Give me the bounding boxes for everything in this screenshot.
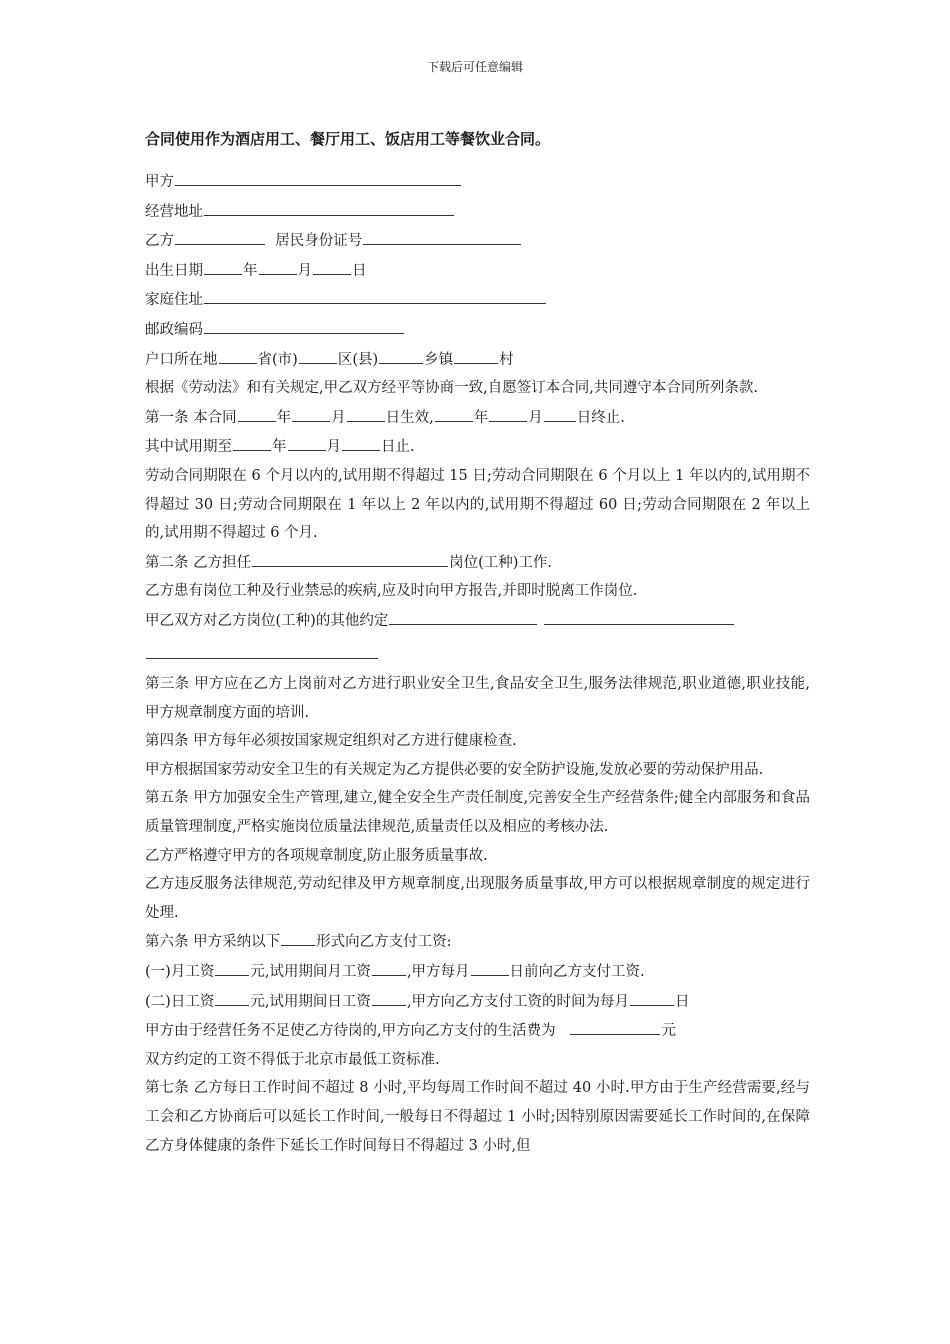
trial-month-label: 月 [326,439,341,456]
trial-end: 日止. [381,439,415,456]
living-fee-line [145,1016,810,1046]
dob-year-label: 年 [243,262,258,279]
party-a-label: 甲方 [145,174,174,190]
end-day-blank[interactable] [544,403,576,422]
daily-pay-day-blank[interactable] [630,987,674,1006]
district-blank[interactable] [299,345,337,364]
living-fee-unit: 元 [661,1023,676,1040]
end-month-blank[interactable] [489,403,527,422]
dob-year-blank[interactable] [204,256,242,275]
trial-month-blank[interactable] [288,432,326,451]
article-2-disease: 乙方患有岗位工种及行业禁忌的疾病,应及时向甲方报告,并即时脱离工作岗位. [145,583,638,600]
preamble-paragraph: 根据《劳动法》和有关规定,甲乙双方经平等协商一致,自愿签订本合同,共同遵守本合同所列条款. [145,380,758,397]
trial-year-blank[interactable] [233,432,271,451]
daily-wage-blank[interactable] [215,987,249,1006]
article-2-line [145,548,810,578]
daily-wage-d: 日 [675,993,690,1010]
article-1-end: 日终止. [576,409,625,426]
business-address-label: 经营地址 [145,203,203,220]
document-title: 合同使用作为酒店用工、餐厅用工、饭店用工等餐饮业合同。 [145,130,551,148]
monthly-wage-c: ,甲方每月 [406,964,470,981]
daily-wage-b: 元,试用期间日工资 [250,993,371,1010]
business-address-line [145,197,810,227]
article-7-paragraph: 第七条 乙方每日工作时间不超过 8 小时,平均每周工作时间不超过 40 小时.甲方由于生产经营需要,经与工会和乙方协商后可以延长工作时间,一般每日不得超过 1 小时;因特别原因需要延长工作时间的,在保障乙方身体健康的条件下延长工作时间每日不得超过 3 小时,但 [145,1080,810,1154]
monthly-wage-b: 元,试用期间月工资 [250,964,371,981]
contract-body [145,167,810,1160]
hukou-line [145,345,810,375]
start-year-blank[interactable] [238,403,276,422]
dob-month-blank[interactable] [259,256,297,275]
living-fee-label: 甲方由于经营任务不足使乙方待岗的,甲方向乙方支付的生活费为 [145,1023,556,1040]
village-blank[interactable] [454,345,498,364]
start-month-label: 月 [331,409,346,426]
home-address-blank[interactable] [204,285,546,304]
article-2-prefix: 第二条 乙方担任 [145,554,252,571]
article-4-paragraph: 第四条 甲方每年必须按国家规定组织对乙方进行健康检查. [145,733,517,750]
article-1-effective: 日生效, [385,409,434,426]
monthly-wage-d: 日前向乙方支付工资. [509,964,645,981]
home-address-line [145,285,810,315]
home-address-label: 家庭住址 [145,292,203,309]
monthly-wage-a: (一)月工资 [145,964,215,981]
daily-wage-line [145,987,810,1017]
other-agreement-blank-2[interactable] [544,606,734,625]
province-label: 省(市) [257,351,298,368]
article-6-prefix: 第六条 甲方采纳以下 [145,934,281,951]
page-header: 下载后可任意编辑 [426,60,523,74]
article-5-paragraph: 第五条 甲方加强安全生产管理,建立,健全安全生产责任制度,完善安全生产经营条件;健全内部服务和食品质量管理制度,严格实施岗位质量法律规范,质量责任以及相应的考核办法. [145,790,810,836]
dob-line [145,256,810,286]
start-year-label: 年 [276,409,292,426]
article-2-suffix: 岗位(工种)工作. [449,554,553,571]
business-address-blank[interactable] [204,197,454,216]
hukou-label: 户口所在地 [145,351,218,368]
party-a-blank[interactable] [175,167,461,186]
dob-day-blank[interactable] [313,256,351,275]
end-month-label: 月 [528,409,543,426]
trial-year-label: 年 [272,439,287,456]
end-year-label: 年 [473,409,489,426]
trial-monthly-wage-blank[interactable] [372,957,406,976]
start-month-blank[interactable] [292,403,330,422]
party-b-blank[interactable] [175,226,265,245]
other-agreement-blank-1[interactable] [389,606,537,625]
town-label: 乡镇 [424,351,454,368]
article-6-line [145,927,810,957]
trial-rules-paragraph: 劳动合同期限在 6 个月以内的,试用期不得超过 15 日;劳动合同期限在 6 个月以上 1 年以内的,试用期不得超过 30 日;劳动合同期限在 1 年以上 2 年以内的,试用期不得超过 60 日;劳动合同期限在 2 年以上的,试用期不得超过 6 个月. [145,467,810,542]
postal-code-line [145,315,810,345]
monthly-wage-line [145,957,810,987]
other-agreement-continuation [145,636,810,665]
trial-day-blank[interactable] [342,432,380,451]
start-day-blank[interactable] [347,403,385,422]
party-b-label: 乙方 [145,233,174,250]
article-4-protection: 甲方根据国家劳动安全卫生的有关规定为乙方提供必要的安全防护设施,发放必要的劳动保护用品. [145,761,764,778]
postal-code-label: 邮政编码 [145,321,203,338]
article-3-paragraph: 第三条 甲方应在乙方上岗前对乙方进行职业安全卫生,食品安全卫生,服务法律规范,职业道德,职业技能,甲方规章制度方面的培训. [145,676,810,721]
daily-wage-c: ,甲方向乙方支付工资的时间为每月 [406,993,630,1010]
article-5-violation: 乙方违反服务法律规范,劳动纪律及甲方规章制度,出现服务质量事故,甲方可以根据规章制度的规定进行处理. [145,876,810,921]
position-blank[interactable] [252,548,448,567]
article-2-other-label: 甲乙双方对乙方岗位(工种)的其他约定 [145,612,389,629]
dob-month-label: 月 [297,262,312,279]
id-number-blank[interactable] [363,226,521,245]
living-fee-blank[interactable] [570,1016,660,1035]
district-label: 区(县) [337,351,379,368]
trial-period-line [145,432,810,462]
end-year-blank[interactable] [435,403,473,422]
article-1-line [145,403,810,433]
dob-day-label: 日 [352,262,367,279]
trial-prefix: 其中试用期至 [145,439,232,456]
article-1-prefix: 第一条 本合同 [145,409,237,426]
wage-form-blank[interactable] [281,927,315,946]
postal-code-blank[interactable] [204,315,404,334]
town-blank[interactable] [379,345,423,364]
trial-daily-wage-blank[interactable] [372,987,406,1006]
minimum-wage-paragraph: 双方约定的工资不得低于北京市最低工资标准. [145,1051,440,1068]
province-blank[interactable] [219,345,257,364]
other-agreement-blank-3[interactable] [146,640,378,659]
article-2-other-line [145,606,810,636]
daily-wage-a: (二)日工资 [145,993,215,1010]
article-5-compliance: 乙方严格遵守甲方的各项规章制度,防止服务质量事故. [145,847,488,864]
village-label: 村 [499,351,514,368]
party-a-line [145,167,810,197]
article-6-suffix: 形式向乙方支付工资: [316,934,452,951]
dob-label: 出生日期 [145,262,203,279]
id-number-label: 居民身份证号 [275,233,363,250]
party-b-line [145,226,810,256]
monthly-pay-day-blank[interactable] [471,957,509,976]
monthly-wage-blank[interactable] [215,957,249,976]
